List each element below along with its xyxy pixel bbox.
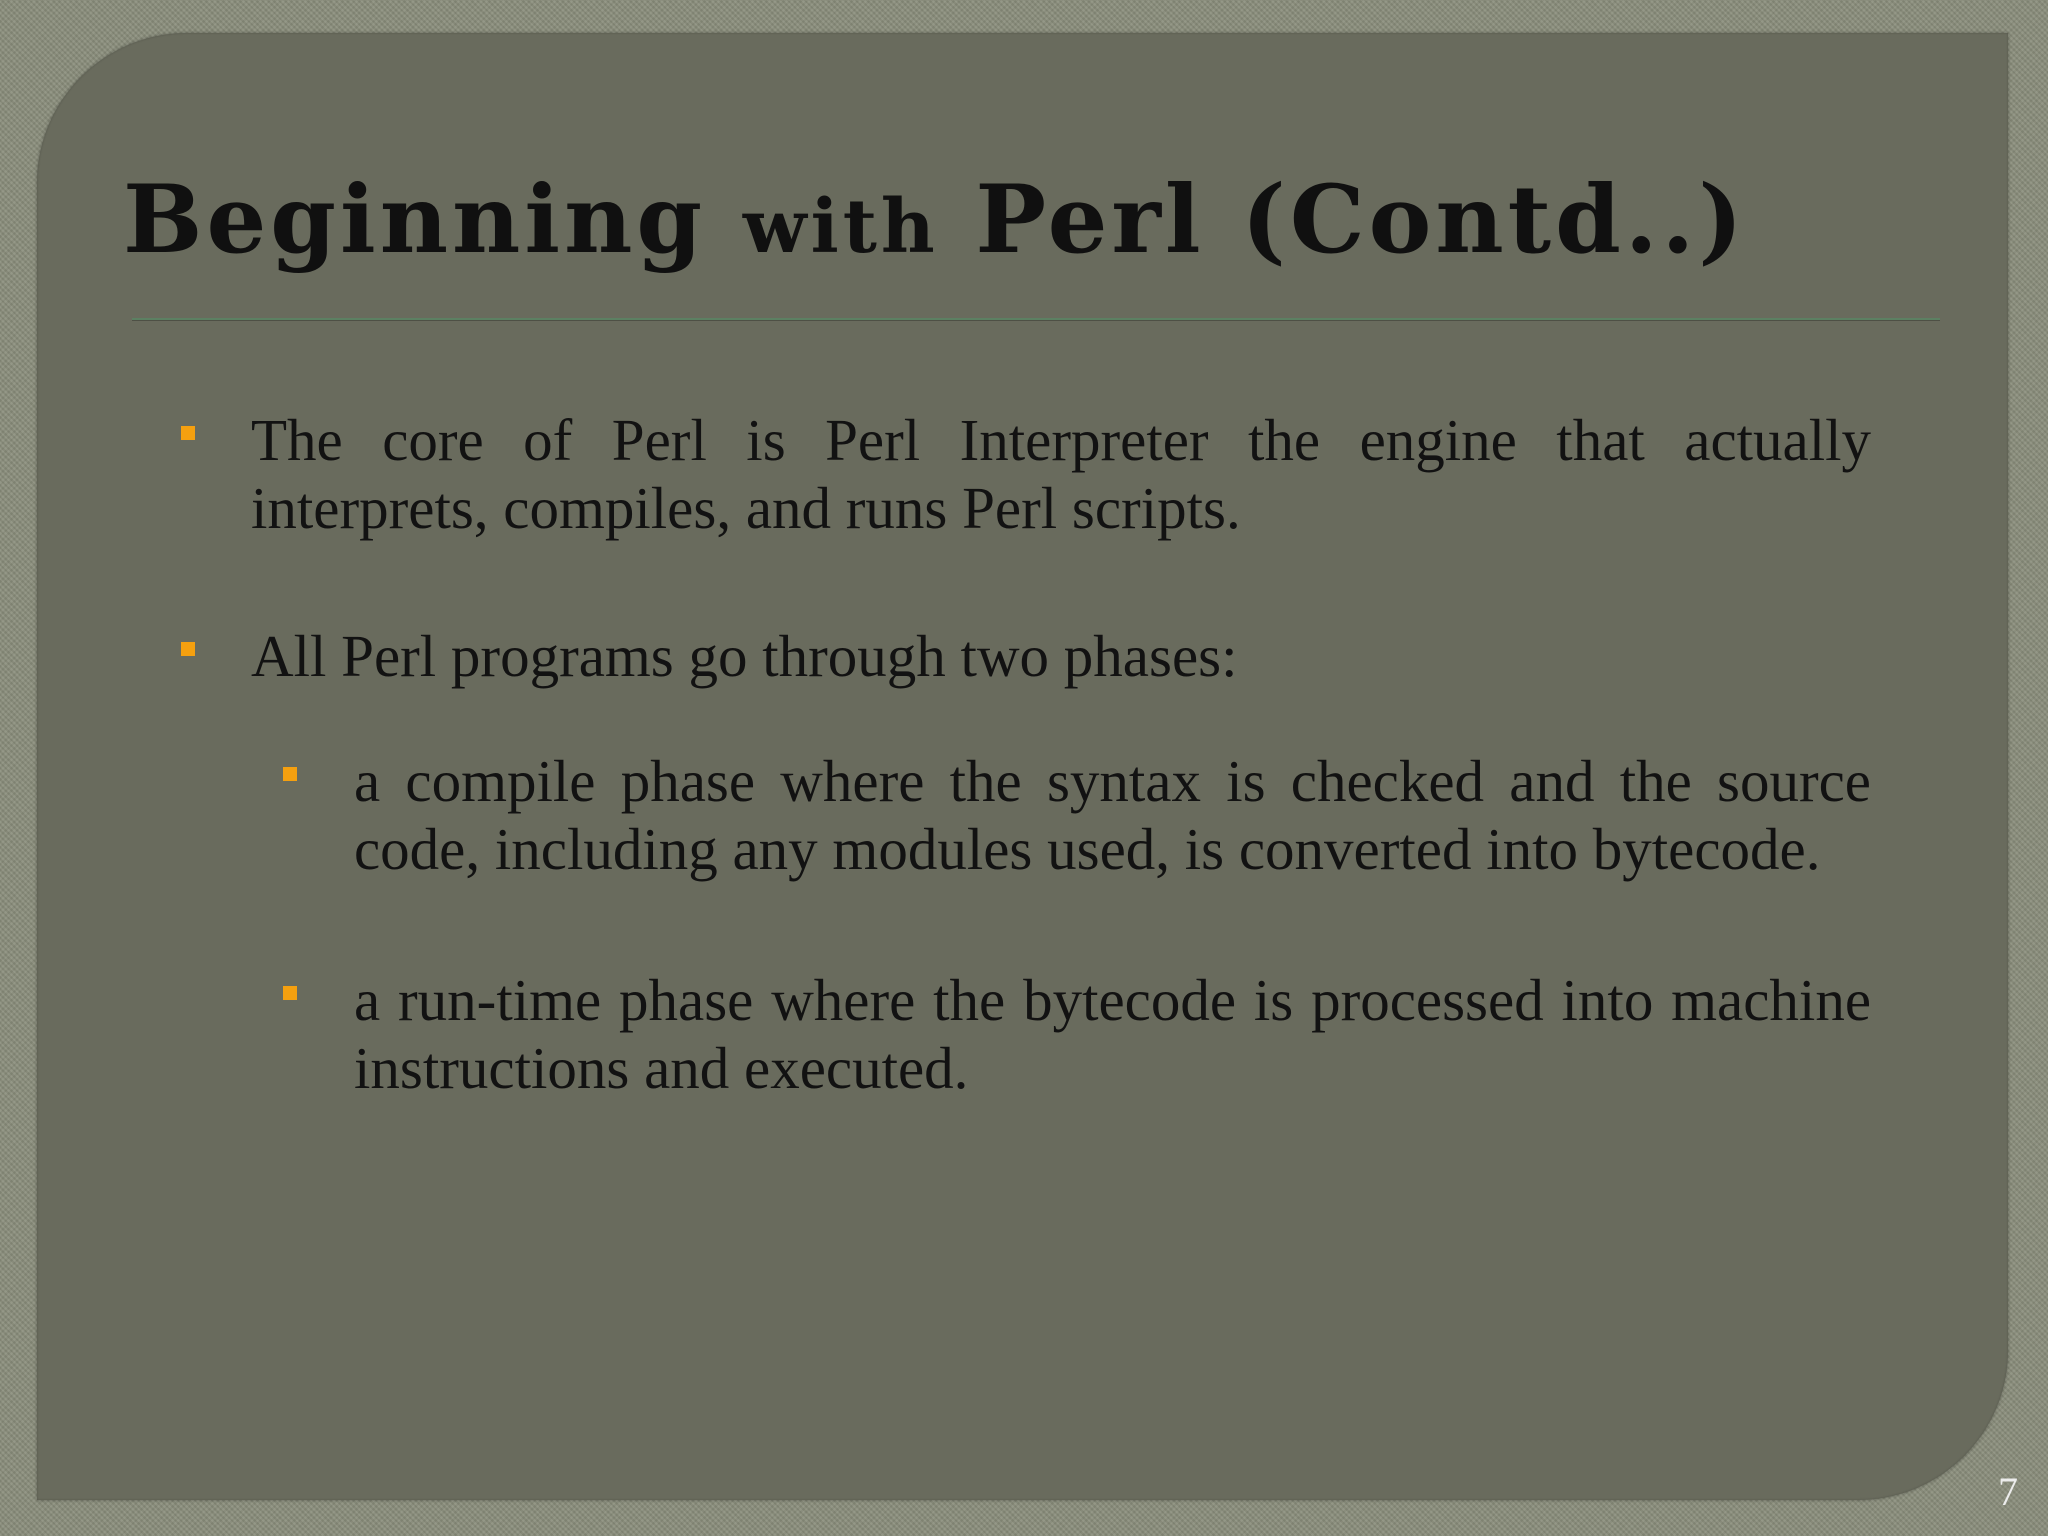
title-word-beginning: Beginning — [123, 165, 707, 275]
bullet-text-interpreter: The core of Perl is Perl Interpreter the engine that actually interprets, compiles, and runs Perl scripts. — [251, 407, 1871, 541]
sub-bullet-text-runtime: a run-time phase where the bytecode is processed into machine instructions and executed. — [354, 967, 1871, 1101]
slide-title — [123, 158, 1747, 289]
slide-number: 7 — [1998, 1469, 2018, 1514]
sub-bullet-text-compile: a compile phase where the syntax is checked and the source code, including any modules used, is converted into bytecode. — [354, 748, 1871, 882]
square-bullet-icon — [181, 642, 195, 656]
title-word-with: with — [742, 184, 939, 270]
square-bullet-icon — [181, 426, 195, 440]
bullet-text-phases: All Perl programs go through two phases: — [251, 623, 1238, 689]
square-bullet-icon — [283, 767, 297, 781]
title-word-perl-contd: Perl (Contd..) — [975, 165, 1747, 275]
square-bullet-icon — [283, 986, 297, 1000]
title-divider — [132, 318, 1940, 320]
